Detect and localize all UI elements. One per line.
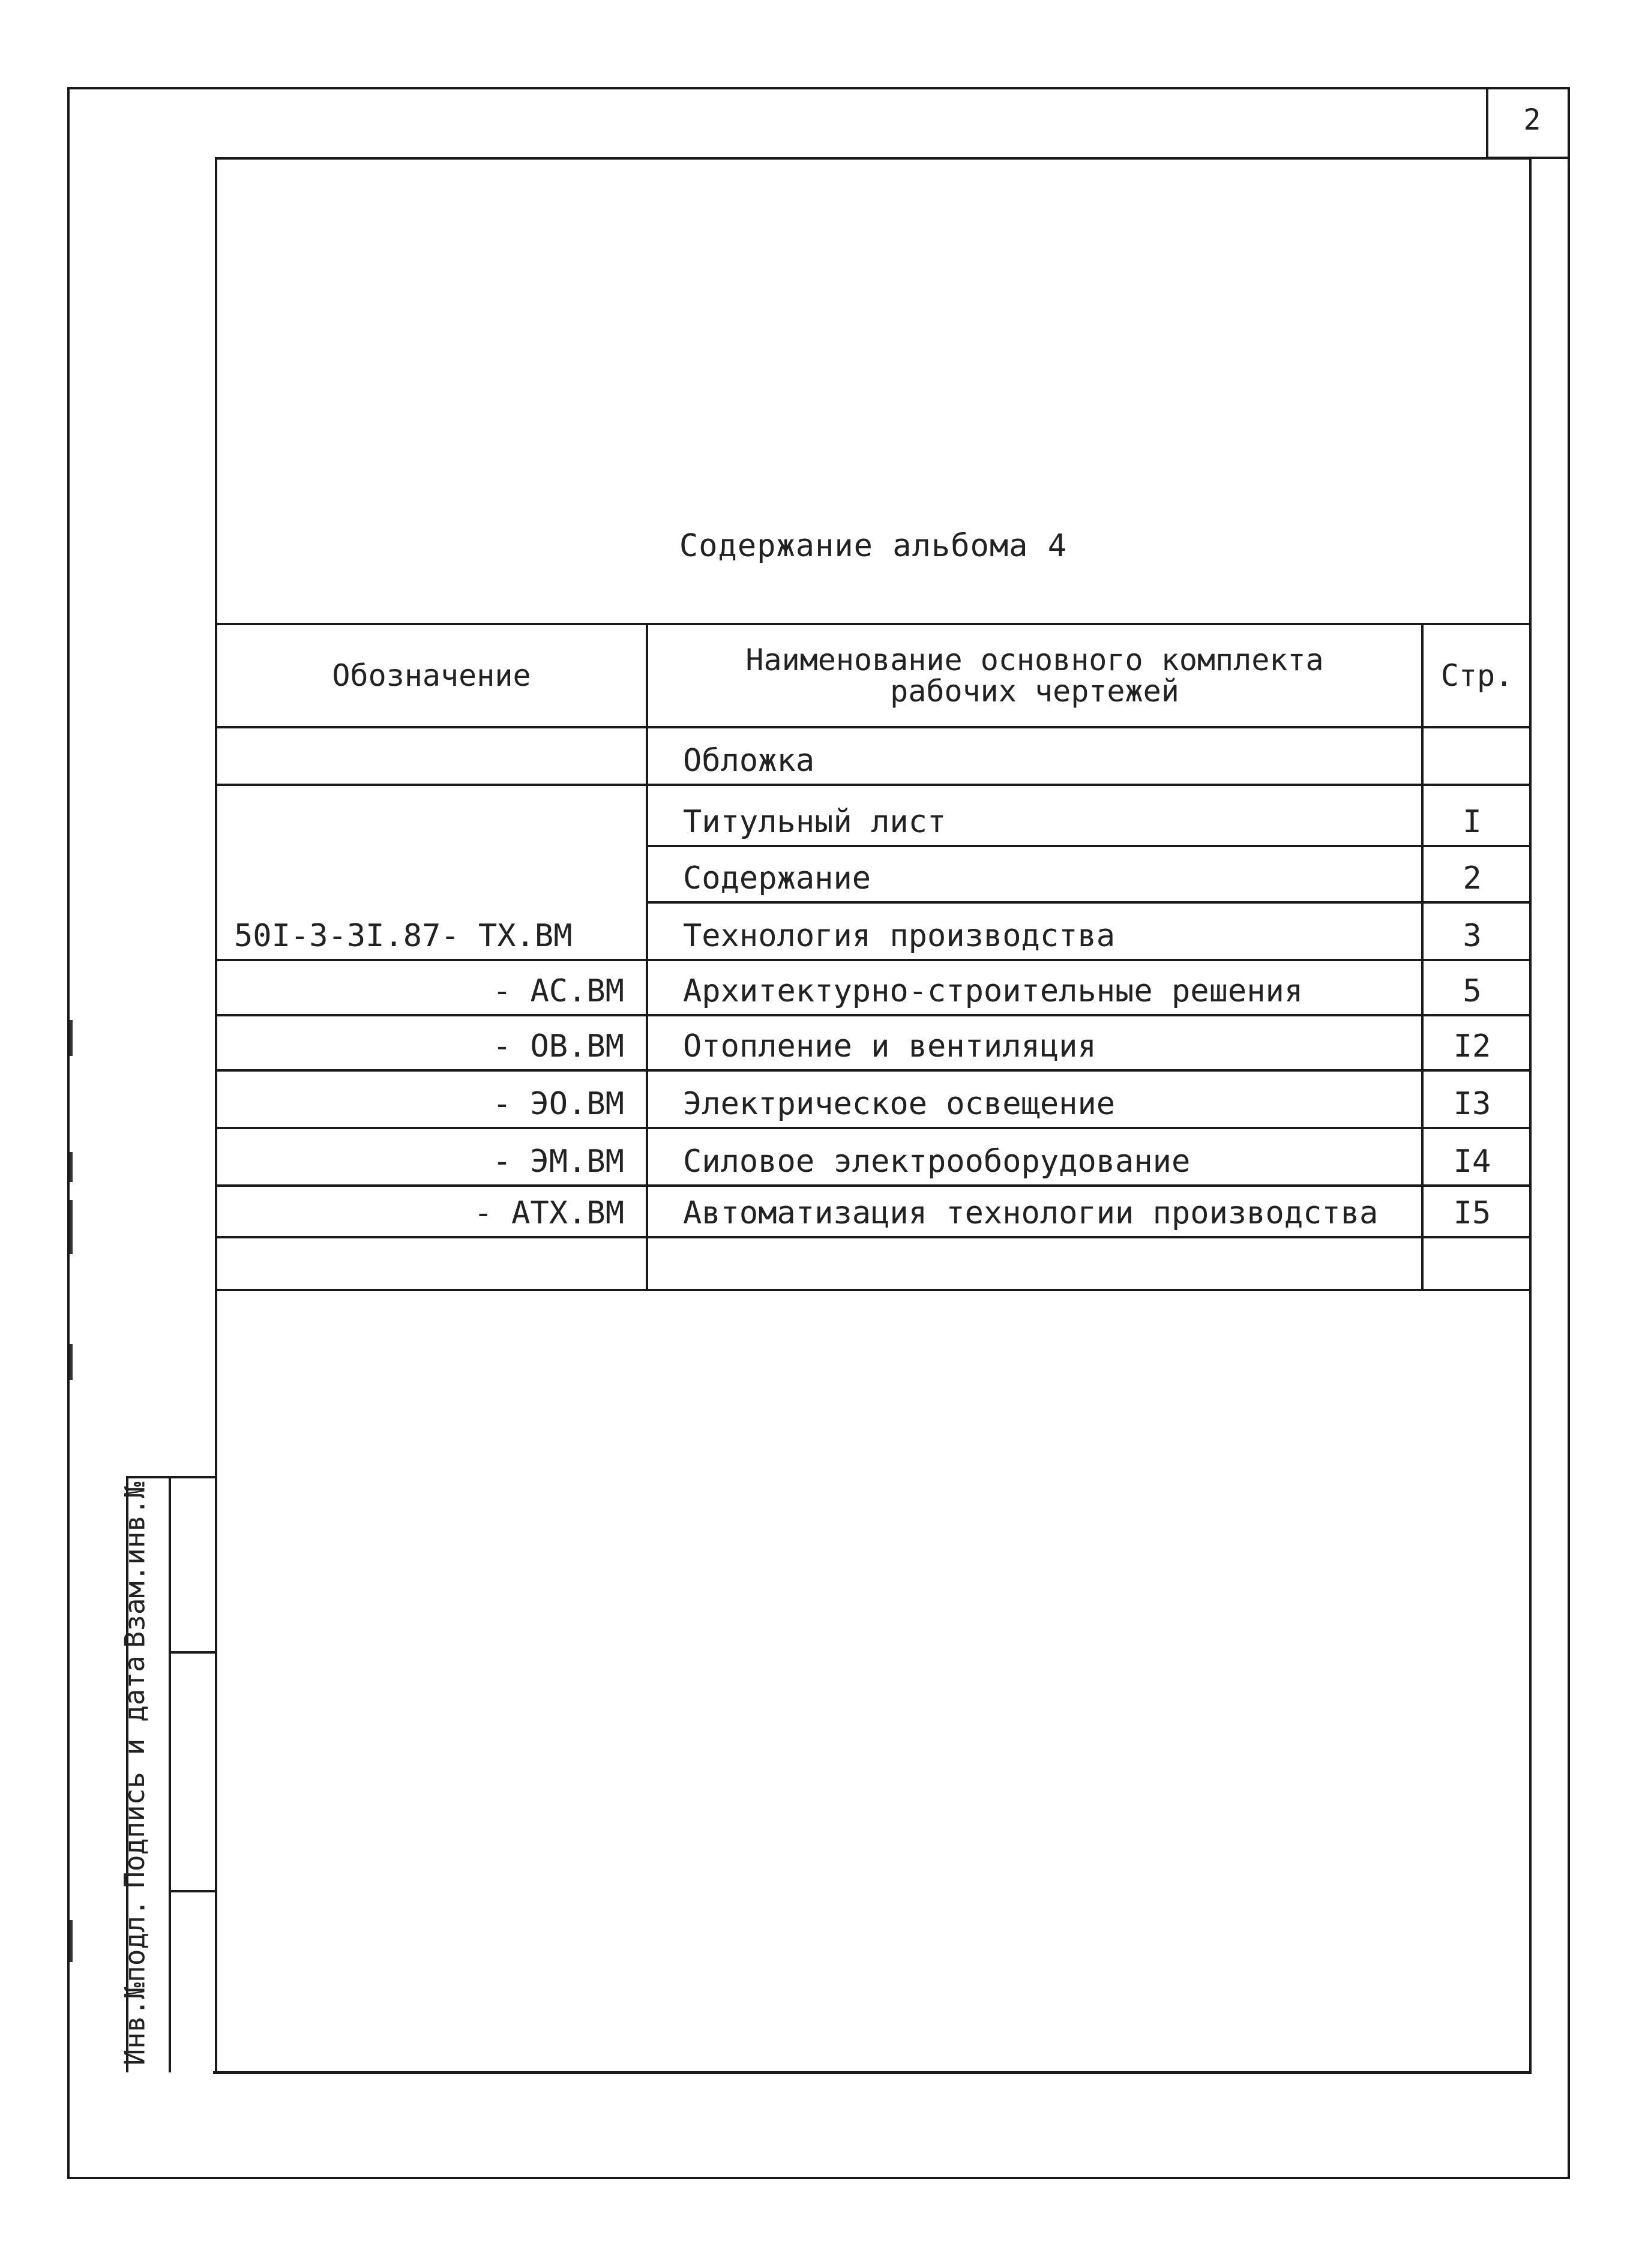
row-name: Автоматизация технологии производства bbox=[683, 1195, 1379, 1231]
stamp-divider-1 bbox=[170, 1651, 216, 1654]
header-name-line2: рабочих чертежей bbox=[890, 674, 1179, 709]
stamp-replace-inv bbox=[99, 1478, 170, 1651]
row-page: I bbox=[1463, 804, 1482, 840]
stamp-inv-orig-label: Инв.№подл. bbox=[118, 1899, 151, 2066]
outer-frame-bottom bbox=[67, 2177, 1570, 2179]
row-page: I3 bbox=[1453, 1086, 1491, 1122]
row-name: Архитектурно-строительные решения bbox=[683, 973, 1304, 1009]
stamp-divider-2 bbox=[170, 1890, 216, 1892]
binding-mark bbox=[70, 1020, 73, 1056]
row-code: 50I-3-3I.87- ТХ.ВМ bbox=[234, 918, 573, 954]
table-row bbox=[216, 904, 1530, 960]
header-designation-label: Обозначение bbox=[332, 658, 531, 693]
table-row bbox=[216, 786, 1530, 846]
row-code: - ЭМ.ВМ bbox=[492, 1144, 624, 1180]
table-row bbox=[216, 1238, 1530, 1289]
table-bottom-line bbox=[216, 1289, 1530, 1291]
stamp-signature-date-label: Подпись и дата bbox=[118, 1655, 151, 1888]
page-number: 2 bbox=[1523, 103, 1541, 137]
stamp-signature-date bbox=[99, 1654, 170, 1890]
inner-frame-top bbox=[216, 157, 1532, 160]
outer-frame-right bbox=[1568, 87, 1570, 2179]
row-name: Титульный лист bbox=[683, 804, 946, 840]
row-page: 2 bbox=[1463, 860, 1482, 896]
outer-frame-top bbox=[67, 87, 1570, 89]
table-row bbox=[216, 1187, 1530, 1237]
stamp-inv-orig bbox=[99, 1892, 170, 2072]
table-row bbox=[216, 847, 1530, 902]
binding-mark bbox=[70, 1920, 73, 1962]
stamp-replace-inv-label: Взам.инв.№ bbox=[118, 1481, 151, 1648]
header-name-line1: Наименование основного комплекта bbox=[745, 642, 1324, 677]
table-row bbox=[216, 961, 1530, 1015]
header-name bbox=[648, 625, 1421, 726]
row-code: - АС.ВМ bbox=[492, 973, 624, 1009]
row-code: - ОВ.ВМ bbox=[492, 1028, 624, 1064]
header-page-label: Стр. bbox=[1440, 658, 1514, 693]
inner-frame-bottom bbox=[213, 2071, 1532, 2074]
table-row bbox=[216, 1016, 1530, 1070]
table-row bbox=[216, 1072, 1530, 1128]
row-name: Технология производства bbox=[683, 918, 1116, 954]
table-row bbox=[216, 1129, 1530, 1186]
header-page bbox=[1424, 625, 1530, 726]
row-page: I5 bbox=[1453, 1195, 1491, 1231]
row-name: Силовое электрооборудование bbox=[683, 1144, 1191, 1180]
row-page: 5 bbox=[1463, 973, 1482, 1009]
row-page: I2 bbox=[1453, 1028, 1491, 1064]
outer-frame-left bbox=[67, 87, 70, 2179]
row-code: - ЭО.ВМ bbox=[492, 1086, 624, 1122]
binding-mark bbox=[70, 1344, 73, 1380]
row-name: Обложка bbox=[683, 743, 815, 779]
table-row bbox=[216, 728, 1530, 785]
row-name: Отопление и вентиляция bbox=[683, 1028, 1096, 1064]
row-code: - АТХ.ВМ bbox=[474, 1195, 624, 1231]
header-designation bbox=[217, 625, 646, 726]
row-page: I4 bbox=[1453, 1144, 1491, 1180]
row-name: Содержание bbox=[683, 860, 871, 896]
contents-title: Содержание альбома 4 bbox=[679, 528, 1068, 564]
row-page: 3 bbox=[1463, 918, 1482, 954]
binding-mark bbox=[70, 1200, 73, 1254]
row-name: Электрическое освещение bbox=[683, 1086, 1116, 1122]
binding-mark bbox=[70, 1152, 73, 1182]
